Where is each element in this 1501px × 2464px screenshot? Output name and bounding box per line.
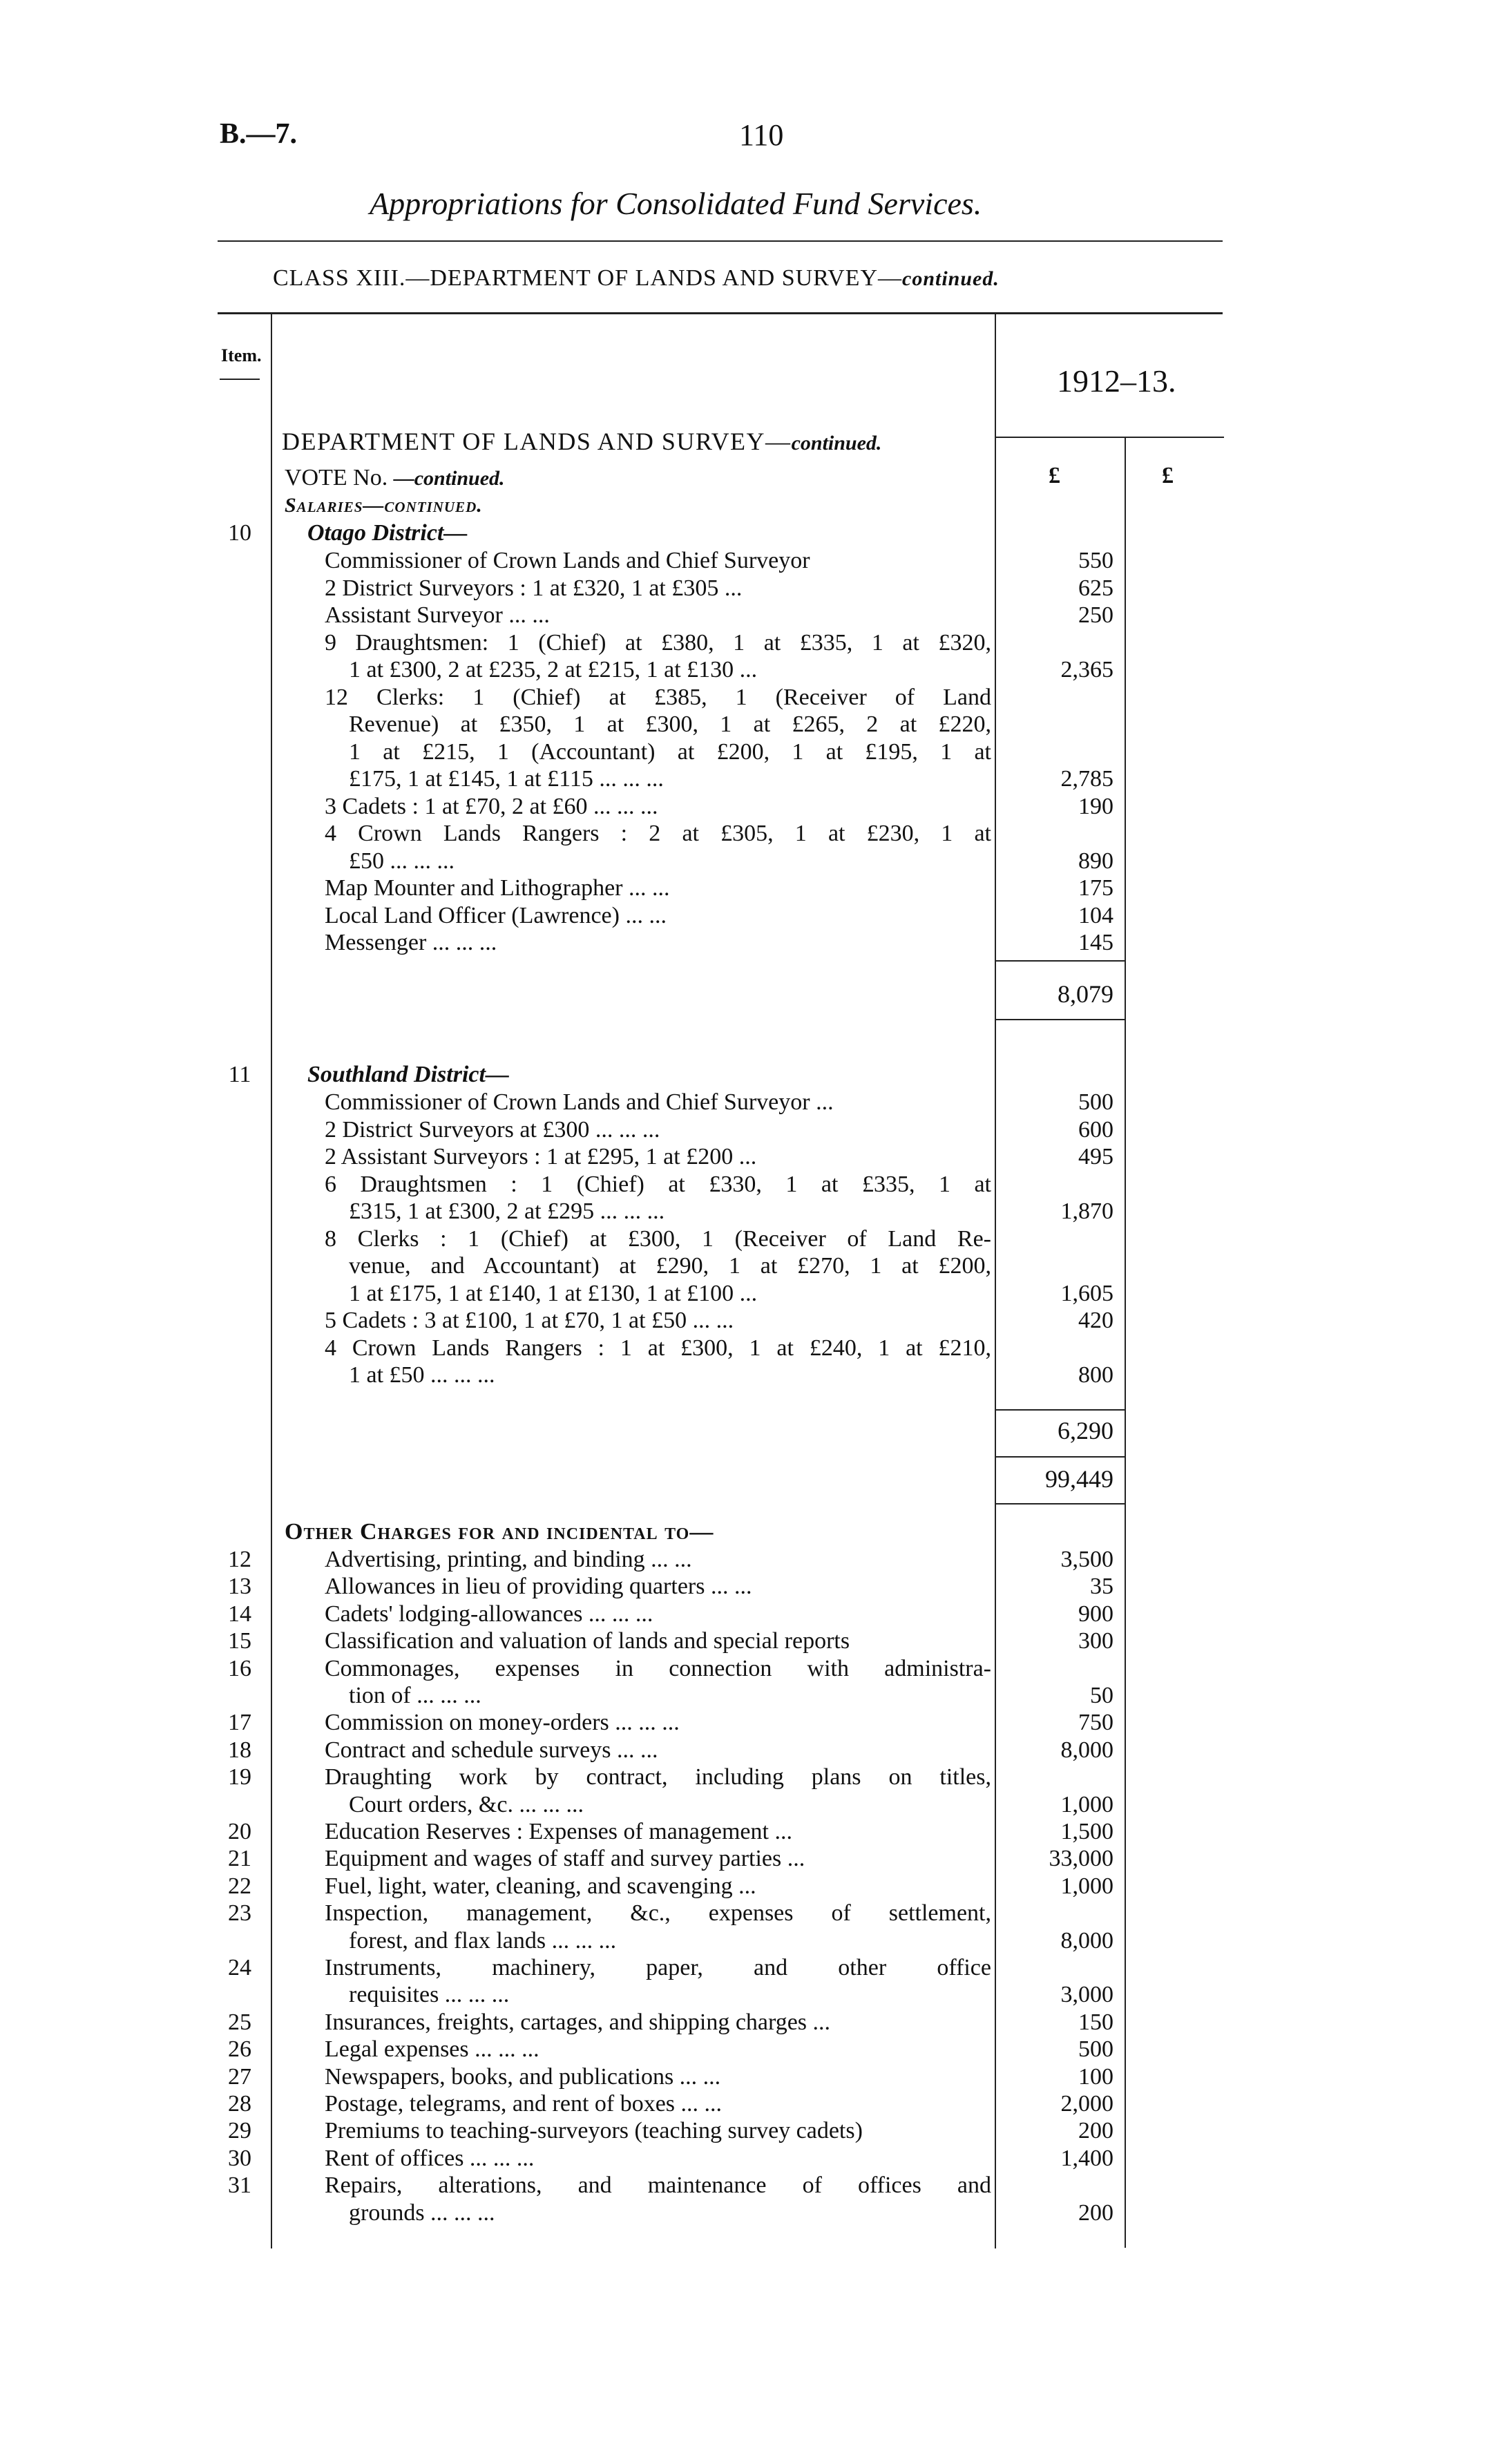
- item-number: 13: [228, 1574, 251, 1600]
- item-number: 19: [228, 1764, 251, 1790]
- line-item: [0, 656, 1501, 684]
- otago-total: 8,079: [1058, 980, 1113, 1008]
- line-amount: 600: [1078, 1116, 1113, 1143]
- line-amount: 3,500: [1060, 1547, 1113, 1572]
- line-description: Allowances in lieu of providing quarters ... ...: [325, 1574, 752, 1600]
- line-item: [0, 1307, 1501, 1335]
- line-description: 12 Clerks: 1 (Chief) at £385, 1 (Receiver of Land: [325, 684, 991, 710]
- line-description: Map Mounter and Lithographer ... ...: [325, 875, 670, 901]
- line-amount: 890: [1078, 848, 1113, 874]
- line-description: 2 Assistant Surveyors : 1 at £295, 1 at £200 ...: [325, 1144, 757, 1169]
- line-item: [0, 1089, 1501, 1116]
- line-amount: 750: [1078, 1710, 1113, 1736]
- line-amount: 8,000: [1060, 1927, 1113, 1954]
- line-item: [0, 1335, 1501, 1362]
- year-underline: [996, 437, 1224, 438]
- line-description: Fuel, light, water, cleaning, and scavenging ...: [325, 1873, 756, 1899]
- line-description: 2 District Surveyors : 1 at £320, 1 at £305 ...: [325, 575, 743, 601]
- line-amount: 625: [1078, 575, 1113, 601]
- line-description: £315, 1 at £300, 2 at £295 ... ... ...: [349, 1198, 665, 1224]
- line-item: [0, 1198, 1501, 1225]
- item-number: 23: [228, 1900, 251, 1927]
- line-item: [0, 1873, 1501, 1900]
- line-description: requisites ... ... ...: [349, 1982, 510, 2008]
- line-item: [0, 1655, 1501, 1683]
- line-description: 6 Draughtsmen : 1 (Chief) at £330, 1 at £335, 1 at: [325, 1171, 991, 1197]
- table-top-rule: [218, 312, 1223, 314]
- line-description: Commonages, expenses in connection with administra-: [325, 1655, 991, 1681]
- item-number: 31: [228, 2172, 251, 2199]
- line-item: [0, 1709, 1501, 1737]
- line-item: [0, 1791, 1501, 1819]
- pound-symbol-col1: £: [1049, 463, 1060, 488]
- line-amount: 1,500: [1060, 1819, 1113, 1844]
- line-item: [0, 1682, 1501, 1710]
- line-item: [0, 1362, 1501, 1389]
- line-item: [0, 765, 1501, 793]
- line-description: Inspection, management, &c., expenses of settlement,: [325, 1900, 991, 1927]
- line-item: [0, 547, 1501, 575]
- item-number: 16: [228, 1655, 251, 1681]
- line-description: Insurances, freights, cartages, and shipping charges ...: [325, 2009, 831, 2035]
- southland-subtotal-rule: [996, 1409, 1125, 1411]
- line-description: Rent of offices ... ... ...: [325, 2145, 535, 2171]
- line-item: [0, 2117, 1501, 2145]
- line-item: [0, 602, 1501, 629]
- line-amount: 8,000: [1060, 1737, 1113, 1763]
- line-description: Cadets' lodging-allowances ... ... ...: [325, 1601, 653, 1627]
- line-amount: 3,000: [1060, 1982, 1113, 2008]
- line-item: [0, 1818, 1501, 1846]
- line-item: [0, 1252, 1501, 1280]
- line-item: [0, 875, 1501, 902]
- line-description: venue, and Accountant) at £290, 1 at £270, 1 at £200,: [349, 1253, 991, 1279]
- line-amount: 300: [1078, 1628, 1113, 1654]
- line-amount: 1,870: [1060, 1198, 1113, 1224]
- line-description: Classification and valuation of lands and special reports: [325, 1628, 850, 1654]
- line-amount: 250: [1078, 602, 1113, 628]
- line-amount: 1,000: [1060, 1873, 1113, 1899]
- line-item: [0, 2199, 1501, 2227]
- grand-total: 99,449: [1045, 1465, 1113, 1493]
- line-item: [0, 1981, 1501, 2009]
- pound-symbol-col2: £: [1162, 463, 1174, 488]
- class-title-continued: continued.: [902, 267, 1000, 290]
- line-description: Legal expenses ... ... ...: [325, 2036, 539, 2063]
- vote-label: VOTE No.: [285, 465, 388, 490]
- line-description: 4 Crown Lands Rangers : 2 at £305, 1 at £230, 1 at: [325, 821, 991, 846]
- otago-heading-row: [0, 519, 1501, 547]
- line-item: [0, 575, 1501, 602]
- year-header: 1912–13.: [1057, 363, 1176, 399]
- line-description: Premiums to teaching-surveyors (teaching survey cadets): [325, 2118, 863, 2144]
- item-number: 10: [228, 520, 251, 546]
- line-description: 1 at £175, 1 at £140, 1 at £130, 1 at £100 ...: [349, 1280, 758, 1306]
- line-amount: 2,785: [1060, 766, 1113, 792]
- line-item: [0, 629, 1501, 657]
- line-item: [0, 1764, 1501, 1791]
- item-number: 14: [228, 1601, 251, 1627]
- line-description: Education Reserves : Expenses of management ...: [325, 1819, 792, 1844]
- line-amount: 2,000: [1060, 2091, 1113, 2117]
- item-number: 30: [228, 2145, 251, 2171]
- page-title: Appropriations for Consolidated Fund Services.: [370, 186, 982, 221]
- salaries-label: Salaries—continued.: [285, 494, 483, 517]
- line-item: [0, 1116, 1501, 1144]
- line-description: 2 District Surveyors at £300 ... ... ...: [325, 1116, 660, 1143]
- line-item: [0, 1280, 1501, 1308]
- line-item: [0, 711, 1501, 738]
- line-item: [0, 1546, 1501, 1574]
- line-description: £175, 1 at £145, 1 at £115 ... ... ...: [349, 766, 664, 792]
- line-item: [0, 1737, 1501, 1764]
- line-description: 3 Cadets : 1 at £70, 2 at £60 ... ... ...: [325, 793, 658, 819]
- line-item: [0, 1927, 1501, 1955]
- other-charges-heading: Other Charges for and incidental to—: [285, 1519, 714, 1545]
- line-description: 1 at £215, 1 (Accountant) at £200, 1 at £195, 1 at: [349, 738, 991, 765]
- line-item: [0, 902, 1501, 930]
- line-description: Equipment and wages of staff and survey parties ...: [325, 1846, 805, 1872]
- item-number: 11: [228, 1062, 251, 1087]
- line-item: [0, 1573, 1501, 1601]
- item-number: 26: [228, 2036, 251, 2063]
- line-item: [0, 793, 1501, 821]
- line-description: Messenger ... ... ...: [325, 930, 497, 955]
- line-item: [0, 1954, 1501, 1982]
- line-description: Court orders, &c. ... ... ...: [349, 1791, 584, 1817]
- line-item: [0, 738, 1501, 766]
- line-amount: 175: [1078, 875, 1113, 901]
- line-amount: 1,400: [1060, 2145, 1113, 2171]
- line-description: Instruments, machinery, paper, and other office: [325, 1955, 991, 1980]
- line-description: Local Land Officer (Lawrence) ... ...: [325, 902, 667, 928]
- section-heading-text: DEPARTMENT OF LANDS AND SURVEY—: [282, 428, 792, 455]
- item-number: 17: [228, 1710, 251, 1736]
- line-amount: 800: [1078, 1362, 1113, 1388]
- line-description: Repairs, alterations, and maintenance of offices and: [325, 2172, 991, 2199]
- line-description: Postage, telegrams, and rent of boxes ... ...: [325, 2091, 723, 2117]
- otago-total-rule: [996, 1019, 1125, 1020]
- line-amount: 35: [1090, 1574, 1113, 1600]
- southland-total: 6,290: [1058, 1417, 1113, 1444]
- line-item: [0, 1601, 1501, 1628]
- item-number: 15: [228, 1628, 251, 1654]
- line-item: [0, 848, 1501, 875]
- line-amount: 900: [1078, 1601, 1113, 1627]
- line-item: [0, 2009, 1501, 2036]
- line-amount: 190: [1078, 793, 1113, 819]
- line-amount: 495: [1078, 1144, 1113, 1169]
- line-item: [0, 684, 1501, 711]
- line-description: Commissioner of Crown Lands and Chief Surveyor: [325, 548, 810, 573]
- line-description: 8 Clerks : 1 (Chief) at £300, 1 (Receiver of Land Re-: [325, 1225, 991, 1252]
- line-item: [0, 1627, 1501, 1655]
- line-item: [0, 1171, 1501, 1198]
- line-item: [0, 2090, 1501, 2118]
- item-number: 24: [228, 1955, 251, 1980]
- line-amount: 200: [1078, 2118, 1113, 2144]
- class-title: [273, 265, 1000, 292]
- item-number: 22: [228, 1873, 251, 1899]
- otago-subtotal-rule: [996, 960, 1125, 962]
- line-description: tion of ... ... ...: [349, 1683, 481, 1708]
- line-item: [0, 1143, 1501, 1171]
- line-description: 1 at £50 ... ... ...: [349, 1362, 495, 1388]
- line-amount: 33,000: [1049, 1846, 1113, 1872]
- item-header-underline: [220, 379, 260, 380]
- line-description: 1 at £300, 2 at £235, 2 at £215, 1 at £130 ...: [349, 657, 758, 682]
- line-amount: 2,365: [1060, 657, 1113, 682]
- item-number: 12: [228, 1547, 251, 1572]
- line-amount: 550: [1078, 548, 1113, 573]
- line-description: Draughting work by contract, including plans on titles,: [325, 1764, 991, 1790]
- line-description: 9 Draughtsmen: 1 (Chief) at £380, 1 at £335, 1 at £320,: [325, 629, 991, 656]
- title-rule: [218, 240, 1223, 242]
- southland-heading-row: [0, 1061, 1501, 1089]
- line-item: [0, 2063, 1501, 2091]
- line-amount: 420: [1078, 1308, 1113, 1333]
- line-amount: 1,605: [1060, 1280, 1113, 1306]
- line-amount: 200: [1078, 2199, 1113, 2226]
- southland-total-rule: [996, 1456, 1125, 1458]
- line-description: forest, and flax lands ... ... ...: [349, 1927, 617, 1954]
- item-number: 29: [228, 2118, 251, 2144]
- line-amount: 100: [1078, 2063, 1113, 2090]
- line-amount: 104: [1078, 902, 1113, 928]
- otago-heading: Otago District—: [307, 520, 468, 546]
- line-description: Revenue) at £350, 1 at £300, 1 at £265, 2 at £220,: [349, 711, 991, 737]
- southland-heading: Southland District—: [307, 1062, 509, 1087]
- line-item: [0, 1900, 1501, 1927]
- section-heading: [282, 427, 881, 456]
- vote-line: [0, 464, 1501, 492]
- item-number: 18: [228, 1737, 251, 1763]
- class-title-text: CLASS XIII.—DEPARTMENT OF LANDS AND SURVEY—: [273, 265, 902, 291]
- line-amount: 500: [1078, 2036, 1113, 2063]
- item-number: 20: [228, 1819, 251, 1844]
- line-amount: 500: [1078, 1089, 1113, 1115]
- line-amount: 150: [1078, 2009, 1113, 2035]
- item-number: 28: [228, 2091, 251, 2117]
- line-amount: 1,000: [1060, 1791, 1113, 1817]
- line-item: [0, 929, 1501, 957]
- line-item: [0, 1225, 1501, 1253]
- other-charges-heading-row: [0, 1518, 1501, 1546]
- line-description: Commissioner of Crown Lands and Chief Surveyor ...: [325, 1089, 834, 1115]
- line-description: grounds ... ... ...: [349, 2199, 495, 2226]
- line-description: 5 Cadets : 3 at £100, 1 at £70, 1 at £50 ... ...: [325, 1308, 734, 1333]
- page-number: 110: [739, 118, 784, 152]
- line-description: Contract and schedule surveys ... ...: [325, 1737, 658, 1763]
- line-item: [0, 820, 1501, 848]
- line-item: [0, 2145, 1501, 2172]
- document-reference: B.—7.: [220, 118, 298, 150]
- line-description: Newspapers, books, and publications ... ...: [325, 2063, 721, 2090]
- item-number: 27: [228, 2063, 251, 2090]
- line-description: 4 Crown Lands Rangers : 1 at £300, 1 at £240, 1 at £210,: [325, 1335, 991, 1361]
- item-number: 25: [228, 2009, 251, 2035]
- item-number: 21: [228, 1846, 251, 1872]
- line-amount: 145: [1078, 930, 1113, 955]
- line-item: [0, 1845, 1501, 1873]
- line-description: Advertising, printing, and binding ... ...: [325, 1547, 692, 1572]
- salaries-heading: [0, 492, 1501, 519]
- grand-total-rule: [996, 1503, 1125, 1505]
- line-amount: 50: [1090, 1683, 1113, 1708]
- line-description: £50 ... ... ...: [349, 848, 455, 874]
- line-item: [0, 2172, 1501, 2199]
- line-item: [0, 2036, 1501, 2063]
- line-description: Commission on money-orders ... ... ...: [325, 1710, 680, 1736]
- item-column-header: Item.: [221, 345, 262, 365]
- vote-continued: —continued.: [393, 467, 505, 490]
- section-heading-continued: continued.: [791, 432, 882, 455]
- line-description: Assistant Surveyor ... ...: [325, 602, 550, 628]
